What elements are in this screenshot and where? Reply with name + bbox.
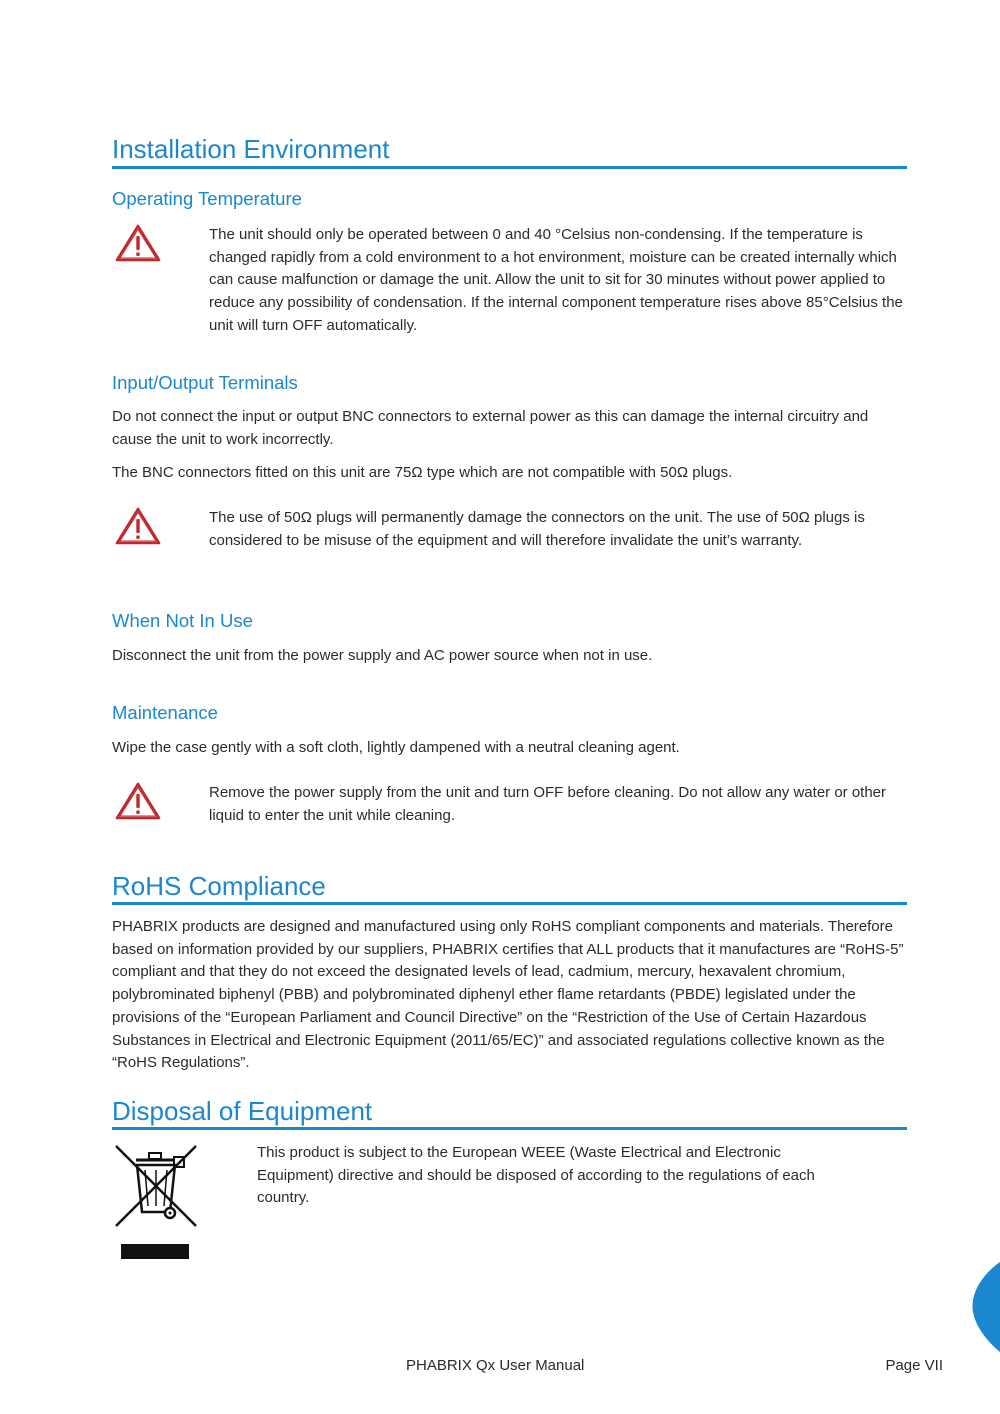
warning-triangle-icon	[114, 781, 162, 821]
paragraph-when-not-in-use: Disconnect the unit from the power supply and AC power source when not in use.	[112, 647, 653, 664]
paragraph-rohs: PHABRIX products are designed and manufactured using only RoHS compliant components and materials. Therefore based on information provided by our suppliers, PHABRIX certifies that ALL products that it manufactures are “RoHS-5” compliant and that they do not exceed the designated levels of lead, cadmium, mercury, hexavalent chromium, polybrominated biphenyl (PBB) and polybrominated diphenyl ether flame retardants (PBDE) legislated under the provisions of the “European Parliament and Council Directive” on the “Restriction of the Use of Certain Hazardous Substances in Electrical and Electronic Equipment (2011/65/EC)” and associated regulations collective known as the “RoHS Regulations”.	[112, 918, 904, 1072]
section-rule	[112, 166, 907, 169]
warning-triangle-icon	[114, 506, 162, 546]
section-title-disposal: Disposal of Equipment	[112, 1096, 373, 1126]
paragraph-io-terminals-2: The BNC connectors fitted on this unit are 75Ω type which are not compatible with 50Ω plugs.	[112, 464, 733, 481]
heading-when-not-in-use: When Not In Use	[112, 610, 253, 631]
section-rule	[112, 1127, 907, 1130]
paragraph-disposal: This product is subject to the European WEEE (Waste Electrical and Electronic Equipment) directive and should be disposed of according to the regulations of each country.	[257, 1144, 815, 1207]
paragraph-io-terminals-1: Do not connect the input or output BNC connectors to external power as this can damage the internal circuitry and cause the unit to work incorrectly.	[112, 408, 869, 448]
warning-text-io-terminals: The use of 50Ω plugs will permanently damage the connectors on the unit. The use of 50Ω plugs is considered to be misuse of the equipment and will therefore invalidate the unit’s warranty.	[209, 509, 865, 549]
crossed-out-wheelie-bin-icon	[112, 1142, 200, 1262]
heading-io-terminals: Input/Output Terminals	[112, 372, 298, 393]
footer-page-number: Page VII	[885, 1357, 943, 1374]
warning-triangle-icon	[114, 223, 162, 263]
heading-operating-temperature: Operating Temperature	[112, 188, 302, 209]
warning-text-operating-temperature: The unit should only be operated between 0 and 40 °Celsius non-condensing. If the temperature is changed rapidly from a cold environment to a hot environment, moisture can be created internally which can cause malfunction or damage the unit. Allow the unit to sit for 30 minutes without power applied to reduce any possibility of condensation. If the internal component temperature rises above 85°Celsius the unit will turn OFF automatically.	[209, 226, 903, 334]
page-edge-tab	[970, 1262, 1000, 1352]
warning-text-maintenance: Remove the power supply from the unit and turn OFF before cleaning. Do not allow any water or other liquid to enter the unit while cleaning.	[209, 784, 887, 824]
heading-maintenance: Maintenance	[112, 702, 218, 723]
section-title-installation: Installation Environment	[112, 134, 390, 164]
section-rule	[112, 902, 907, 905]
paragraph-maintenance: Wipe the case gently with a soft cloth, lightly dampened with a neutral cleaning agent.	[112, 739, 680, 756]
footer-manual-title: PHABRIX Qx User Manual	[406, 1357, 585, 1374]
section-title-rohs: RoHS Compliance	[112, 871, 326, 901]
